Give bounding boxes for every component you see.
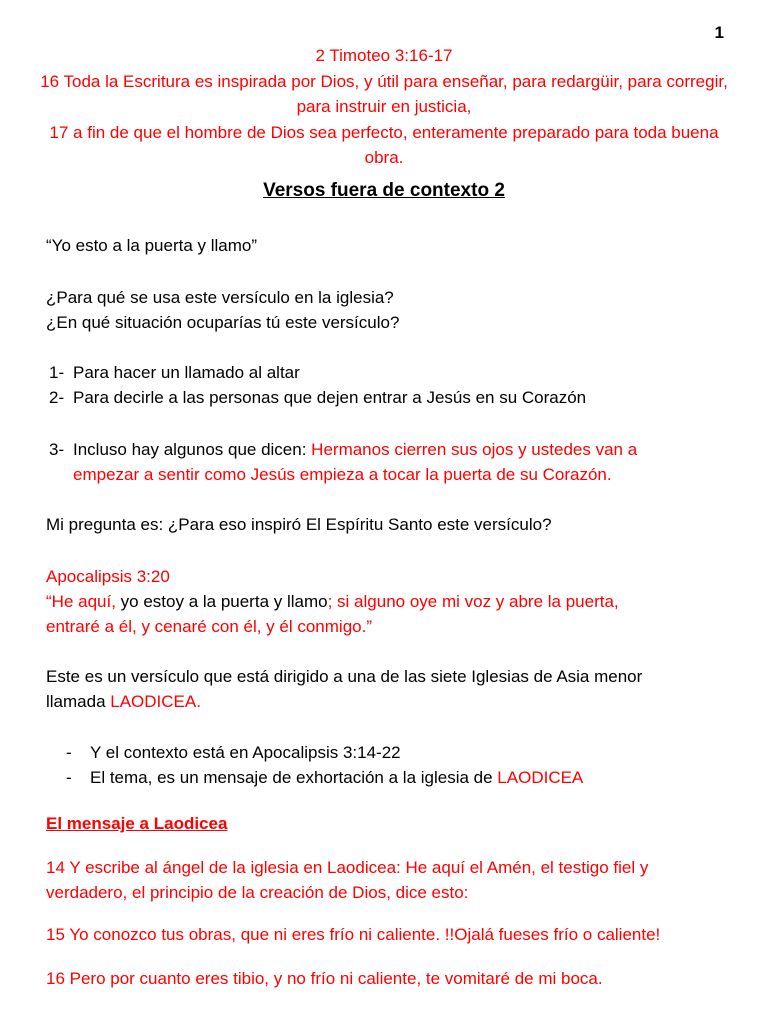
- question-2: ¿En qué situación ocuparías tú este versículo?: [46, 313, 400, 332]
- quote: “Yo esto a la puerta y llamo”: [46, 236, 258, 255]
- verse-part-red: “He aquí,: [46, 592, 121, 611]
- use-text: Para decirle a las personas que dejen entrar a Jesús en su Corazón: [73, 388, 587, 407]
- context-intro-red: LAODICEA.: [110, 692, 201, 711]
- use-text-red-continued: empezar a sentir como Jesús empieza a tocar la puerta de su Corazón.: [73, 465, 612, 484]
- bullet-dash: -: [66, 768, 72, 787]
- section-heading: El mensaje a Laodicea: [46, 814, 228, 833]
- context-intro-line-1: Este es un versículo que está dirigido a una de las siete Iglesias de Asia menor: [46, 667, 643, 686]
- context-point-black: El tema, es un mensaje de exhortación a la iglesia de: [90, 768, 498, 787]
- context-intro-line-2: [46, 689, 201, 714]
- epigraph-verse-17: 17 a fin de que el hombre de Dios sea perfecto, enteramente preparado para toda buena obra.: [49, 122, 719, 167]
- verse-14-line-1: 14 Y escribe al ángel de la iglesia en Laodicea: He aquí el Amén, el testigo fiel y: [46, 858, 649, 877]
- verse-16: 16 Pero por cuanto eres tibio, y no frío ni caliente, te vomitaré de mi boca.: [46, 969, 603, 988]
- use-item-2: [49, 385, 587, 410]
- epigraph-verse-16: 16 Toda la Escritura es inspirada por Dios, y útil para enseñar, para redargüir, para corregir, para instruir en justicia,: [40, 71, 728, 116]
- bullet-dash: -: [66, 743, 72, 762]
- context-intro-black: llamada: [46, 692, 111, 711]
- context-point-1: [66, 740, 401, 765]
- verse-14-line-2: verdadero, el principio de la creación de Dios, dice esto:: [46, 883, 469, 902]
- context-point-text: [90, 765, 583, 790]
- verse-part-black: yo estoy a la puerta y llamo: [120, 592, 328, 611]
- verse-part-red-2: ; si alguno oye mi voz y abre la puerta,: [327, 592, 619, 611]
- context-point-2: [66, 765, 584, 790]
- page-number: 1: [714, 23, 724, 42]
- apocalipsis-verse-line-1: [46, 589, 619, 614]
- apocalipsis-verse-line-2: entraré a él, y cenaré con él, y él conmigo.”: [46, 617, 372, 636]
- use-item-3: [49, 437, 638, 462]
- apocalipsis-reference: Apocalipsis 3:20: [46, 567, 170, 586]
- page-title: Versos fuera de contexto 2: [263, 180, 505, 201]
- use-text: [73, 437, 637, 462]
- use-number: 3-: [49, 440, 65, 459]
- my-question: Mi pregunta es: ¿Para eso inspiró El Espíritu Santo este versículo?: [46, 515, 552, 534]
- epigraph: [30, 43, 738, 171]
- use-number: 2-: [49, 388, 65, 407]
- context-point-red: LAODICEA: [497, 768, 584, 787]
- use-number: 1-: [49, 363, 65, 382]
- use-text-black: Incluso hay algunos que dicen:: [73, 440, 312, 459]
- epigraph-reference: 2 Timoteo 3:16-17: [315, 46, 453, 65]
- use-text-red: Hermanos cierren sus ojos y ustedes van a: [311, 440, 638, 459]
- context-point-text: Y el contexto está en Apocalipsis 3:14-22: [90, 743, 401, 762]
- use-text: Para hacer un llamado al altar: [73, 363, 300, 382]
- use-item-1: [49, 360, 300, 385]
- question-1: ¿Para qué se usa este versículo en la iglesia?: [46, 288, 394, 307]
- verse-15: 15 Yo conozco tus obras, que ni eres frío ni caliente. !!Ojalá fueses frío o caliente!: [46, 925, 661, 944]
